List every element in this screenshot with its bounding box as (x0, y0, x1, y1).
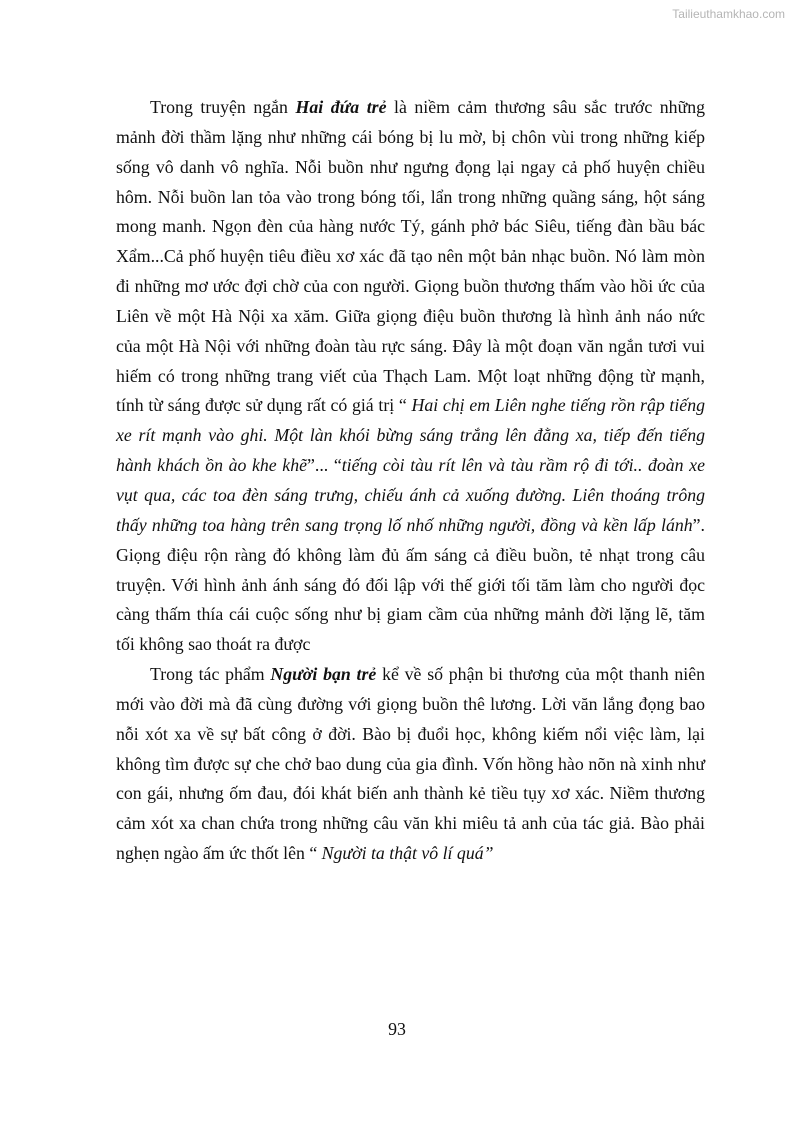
watermark: Tailieuthamkhao.com (672, 7, 785, 21)
text-run: tiếng còi tàu rít lên và tàu rầm rộ đi tới.. đoàn xe vụt qua, các toa đèn sáng trưng, chiếu ánh cả xuống đường. Liên thoáng trông thấy những toa hàng trên sang trọng lố nhố những người, đồng và kền lấp lánh (116, 455, 705, 535)
paragraph (116, 93, 705, 660)
text-run: Người ta thật vô lí quá” (321, 843, 494, 864)
page-number: 93 (388, 1019, 406, 1039)
paragraph (116, 660, 705, 869)
text-run: Hai đứa trẻ (295, 97, 387, 117)
text-run: Trong tác phẩm (150, 664, 271, 685)
text-run: Trong truyện ngắn (150, 97, 296, 117)
text-run: Hai chị em Liên nghe tiếng rồn rập tiếng xe rít mạnh vào ghi. Một làn khói bừng sáng trắng lên đằng xa, tiếp đến tiếng hành khách ồn ào khe khẽ (116, 395, 705, 476)
document-body (116, 93, 705, 869)
text-run: Người bạn trẻ (270, 664, 377, 685)
text-run: ”... “ (306, 455, 342, 476)
text-run: ”. Giọng điệu rộn ràng đó không làm đủ ấm sáng cả điều buồn, tẻ nhạt trong câu truyện. Với hình ảnh ánh sáng đó đối lập với thế giới tối tăm làm cho người đọc càng thấm thía cái cuộc sống như bị giam cầm của những mảnh đời lặng lẽ, tăm tối không sao thoát ra được (116, 514, 705, 655)
text-run: là niềm cảm thương sâu sắc trước những mảnh đời thầm lặng như những cái bóng bị lu mờ, bị chôn vùi trong những kiếp sống vô danh vô nghĩa. Nỗi buồn như ngưng đọng lại ngay cả phố huyện chiều hôm. Nỗi buồn lan tỏa vào trong bóng tối, lẩn trong những quầng sáng, hột sáng mong manh. Ngọn đèn của hàng nước Tý, gánh phở bác Siêu, tiếng đàn bầu bác Xẩm...Cả phố huyện tiêu điều xơ xác đã tạo nên một bản nhạc buồn. Nó làm mòn đi những mơ ước đợi chờ của con người. Giọng buồn thương thấm vào hồi ức của Liên về một Hà Nội xa xăm. Giữa giọng điệu buồn thương là hình ảnh náo nức của một Hà Nội với những đoàn tàu rực sáng. Đây là một đoạn văn ngắn tươi vui hiếm có trong những trang viết của Thạch Lam. Một loạt những động từ mạnh, tính từ sáng được sử dụng rất có giá trị “ (116, 97, 705, 416)
text-run: kể về số phận bi thương của một thanh niên mới vào đời mà đã cùng đường với giọng buồn thê lương. Lời văn lắng đọng bao nỗi xót xa về sự bất công ở đời. Bào bị đuổi học, không kiếm nổi việc làm, lại không tìm được sự che chở bao dung của gia đình. Vốn hồng hào nõn nà xinh như con gái, nhưng ốm đau, đói khát biến anh thành kẻ tiều tụy xơ xác. Niềm thương cảm xót xa chan chứa trong những câu văn khi miêu tả anh của tác giả. Bào phải nghẹn ngào ấm ức thốt lên “ (116, 664, 705, 864)
